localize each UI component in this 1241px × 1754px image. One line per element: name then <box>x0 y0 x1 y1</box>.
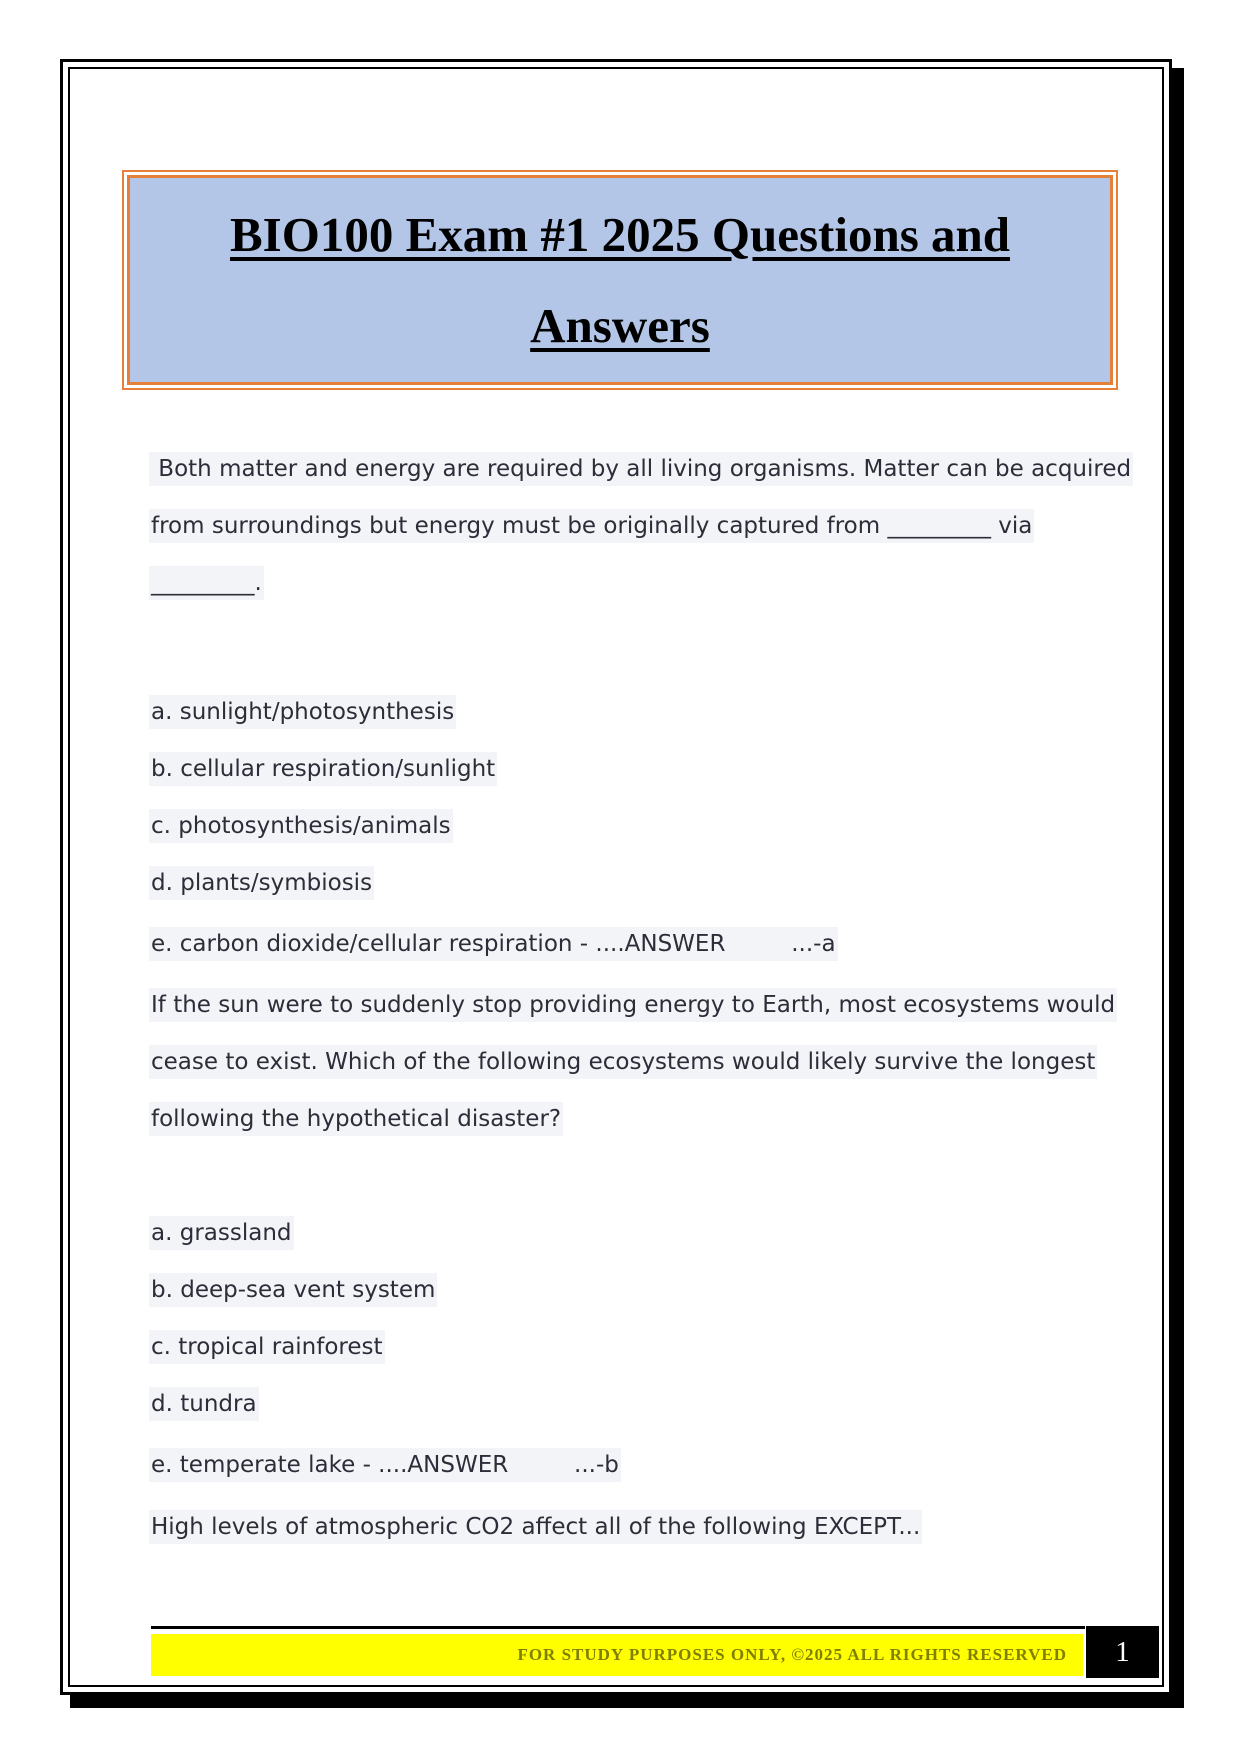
question-2-text-line-2: cease to exist. Which of the following ecosystems would likely survive the longest <box>149 1045 1097 1079</box>
question-1-option-e-answer: e. carbon dioxide/cellular respiration - ....ANSWER ...-a <box>149 927 838 961</box>
question-2-text-line-1: If the sun were to suddenly stop providing energy to Earth, most ecosystems would <box>149 988 1117 1022</box>
question-1-option-c: c. photosynthesis/animals <box>149 809 453 843</box>
footer-text: FOR STUDY PURPOSES ONLY, ©2025 ALL RIGHTS RESERVED <box>517 1645 1067 1664</box>
question-1-option-a: a. sunlight/photosynthesis <box>149 695 456 729</box>
question-1-option-b: b. cellular respiration/sunlight <box>149 752 497 786</box>
question-1-option-d: d. plants/symbiosis <box>149 866 374 900</box>
question-2-option-a: a. grassland <box>149 1216 294 1250</box>
question-1-text-line-3: _________. <box>149 566 264 600</box>
document-title: BIO100 Exam #1 2025 Questions and Answers <box>229 207 1011 353</box>
question-3-text-line-1: High levels of atmospheric CO2 affect all of the following EXCEPT... <box>149 1510 922 1544</box>
question-1-text-line-1: Both matter and energy are required by all living organisms. Matter can be acquired <box>149 452 1133 486</box>
question-2-option-d: d. tundra <box>149 1387 259 1421</box>
page-number: 1 <box>1115 1635 1130 1668</box>
title-box <box>127 175 1113 385</box>
question-1-text-line-2: from surroundings but energy must be originally captured from _________ via <box>149 509 1034 543</box>
question-2-option-c: c. tropical rainforest <box>149 1330 385 1364</box>
page-number-box <box>1086 1626 1159 1678</box>
question-2-option-e-answer: e. temperate lake - ....ANSWER ...-b <box>149 1448 621 1482</box>
footer-bar <box>151 1634 1083 1676</box>
question-2-text-line-3: following the hypothetical disaster? <box>149 1102 563 1136</box>
footer-rule <box>151 1626 1085 1629</box>
question-2-option-b: b. deep-sea vent system <box>149 1273 437 1307</box>
